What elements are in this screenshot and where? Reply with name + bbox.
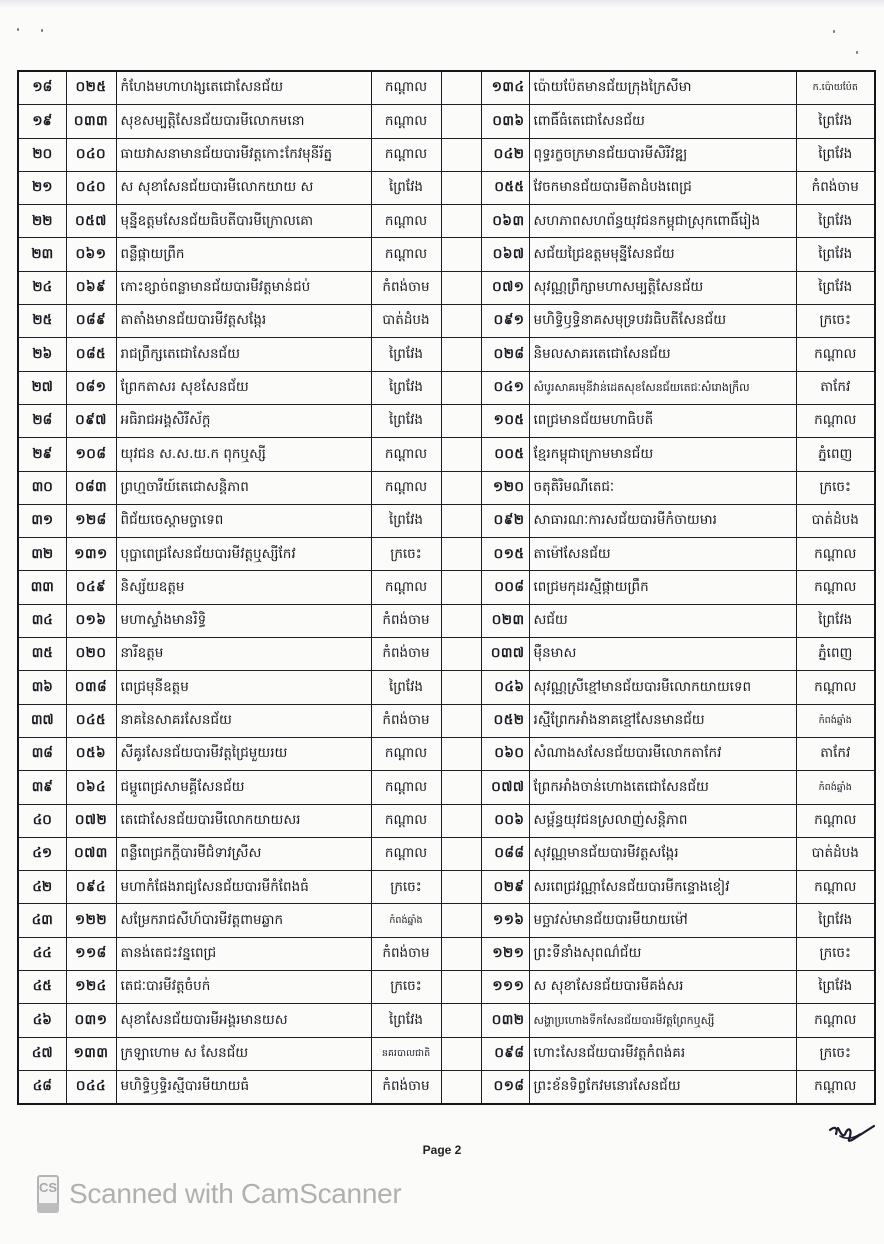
table-row bbox=[18, 271, 875, 304]
right-province-cell: ព្រៃវែង bbox=[796, 604, 875, 637]
blank-cell bbox=[441, 305, 481, 338]
blank-cell bbox=[441, 937, 481, 970]
page-number: Page 2 bbox=[422, 1143, 462, 1157]
scan-speck bbox=[856, 51, 858, 54]
left-province-cell: ព្រៃវែង bbox=[371, 338, 441, 371]
row-number: ៣៣ bbox=[18, 571, 66, 604]
row-number: ៣៥ bbox=[18, 638, 66, 671]
left-name-cell: រាជព្រឹក្សតេជោសែនជ័យ bbox=[116, 338, 371, 371]
blank-cell bbox=[441, 904, 481, 937]
blank-cell bbox=[441, 338, 481, 371]
left-province-cell: កណ្តាល bbox=[371, 138, 441, 171]
left-code-cell: ១១៨ bbox=[66, 937, 116, 970]
left-code-cell: ០៤៥ bbox=[66, 704, 116, 737]
right-province-cell: កំពង់ឆ្នាំង bbox=[796, 704, 875, 737]
blank-cell bbox=[441, 238, 481, 271]
right-name-cell: ប៉ោយប៉ែតមានជ័យក្រុងក្រៃសីមា bbox=[529, 71, 796, 105]
left-name-cell: អធិរាជអង្គសិរីស័ក្ត bbox=[116, 404, 371, 437]
left-name-cell: ធាយវាសនាមានជ័យបារមីវត្តកោះកែវមុនីរ័ត្ន bbox=[116, 138, 371, 171]
blank-cell bbox=[441, 638, 481, 671]
right-province-cell: ព្រៃវែង bbox=[796, 271, 875, 304]
table-row bbox=[18, 238, 875, 271]
right-name-cell: សុវណ្ណស្រីខ្មៅមានជ័យបារមីលោកយាយទេព bbox=[529, 671, 796, 704]
row-number: ៣៩ bbox=[18, 771, 66, 804]
left-name-cell: សុខសម្បត្តិសែនជ័យបារមីលោកមនោ bbox=[116, 105, 371, 138]
right-code-cell: ០៩១ bbox=[481, 305, 529, 338]
row-number: ៣១ bbox=[18, 504, 66, 537]
left-province-cell: កណ្តាល bbox=[371, 771, 441, 804]
right-province-cell: កណ្តាល bbox=[796, 871, 875, 904]
right-code-cell: ០៤១ bbox=[481, 371, 529, 404]
row-number: ២៨ bbox=[18, 404, 66, 437]
blank-cell bbox=[441, 171, 481, 204]
right-code-cell: ០៣៦ bbox=[481, 105, 529, 138]
left-name-cell: ព្រែកតាសរ សុខសែនជ័យ bbox=[116, 371, 371, 404]
right-code-cell: ០៦៧ bbox=[481, 238, 529, 271]
camscanner-text: Scanned with CamScanner bbox=[69, 1178, 402, 1209]
blank-cell bbox=[441, 804, 481, 837]
left-code-cell: ១០៨ bbox=[66, 438, 116, 471]
left-name-cell: តេជោសែនជ័យបារមីលោកយាយសរ bbox=[116, 804, 371, 837]
right-province-cell: ភ្នំពេញ bbox=[796, 438, 875, 471]
left-code-cell: ០៥៧ bbox=[66, 205, 116, 238]
right-province-cell: ព្រៃវែង bbox=[796, 971, 875, 1004]
left-name-cell: សុខាសែនជ័យបារមីអង្គរមានយស bbox=[116, 1004, 371, 1037]
camscanner-logo-icon bbox=[37, 1175, 59, 1213]
row-number: ៤៧ bbox=[18, 1037, 66, 1070]
left-code-cell: ០៨១ bbox=[66, 371, 116, 404]
left-province-cell: កណ្តាល bbox=[371, 837, 441, 870]
roster-table bbox=[17, 70, 876, 1105]
table-row bbox=[18, 604, 875, 637]
blank-cell bbox=[441, 138, 481, 171]
right-name-cell: ខ្មែរកម្ពុជាក្រោមមានជ័យ bbox=[529, 438, 796, 471]
left-code-cell: ១២២ bbox=[66, 904, 116, 937]
left-province-cell: កំពង់ឆ្នាំង bbox=[371, 904, 441, 937]
left-province-cell: ក្រចេះ bbox=[371, 538, 441, 571]
row-number: ៤៤ bbox=[18, 937, 66, 970]
table-row bbox=[18, 438, 875, 471]
right-code-cell: ០០៥ bbox=[481, 438, 529, 471]
right-code-cell: ១១១ bbox=[481, 971, 529, 1004]
row-number: ២៣ bbox=[18, 238, 66, 271]
table-row bbox=[18, 71, 875, 105]
left-name-cell: តានង់តេជះវន្នពេជ្រ bbox=[116, 937, 371, 970]
row-number: ២៦ bbox=[18, 338, 66, 371]
left-code-cell: ០៤០ bbox=[66, 138, 116, 171]
right-name-cell: សង្ហាប្រហោងទឹកសែនជ័យបារមីវត្តព្រែកឬស្សី bbox=[529, 1004, 796, 1037]
table-row bbox=[18, 471, 875, 504]
right-code-cell: ០០៦ bbox=[481, 804, 529, 837]
table-row bbox=[18, 404, 875, 437]
right-name-cell: ម៉ឺនមាស bbox=[529, 638, 796, 671]
table-row bbox=[18, 904, 875, 937]
left-code-cell: ១២៨ bbox=[66, 504, 116, 537]
right-name-cell: ព្រែកអាំងចាន់ហោងតេជោសែនជ័យ bbox=[529, 771, 796, 804]
right-code-cell: ០១៥ bbox=[481, 538, 529, 571]
right-code-cell: ០៩៨ bbox=[481, 1037, 529, 1070]
right-code-cell: ០២៩ bbox=[481, 871, 529, 904]
right-name-cell: ព្រះទីនាំងសុពណ៌ជ័យ bbox=[529, 937, 796, 970]
right-code-cell: ០៦០ bbox=[481, 737, 529, 770]
table-row bbox=[18, 871, 875, 904]
left-code-cell: ០៣៣ bbox=[66, 105, 116, 138]
blank-cell bbox=[441, 671, 481, 704]
left-name-cell: ជម្ពូពេជ្រសាមគ្គីសែនជ័យ bbox=[116, 771, 371, 804]
blank-cell bbox=[441, 1070, 481, 1104]
row-number: ២៥ bbox=[18, 305, 66, 338]
blank-cell bbox=[441, 1037, 481, 1070]
left-code-cell: ០៤៩ bbox=[66, 571, 116, 604]
row-number: ៤១ bbox=[18, 837, 66, 870]
table-row bbox=[18, 138, 875, 171]
right-province-cell: ព្រៃវែង bbox=[796, 105, 875, 138]
right-name-cell: សជ័យ bbox=[529, 604, 796, 637]
row-number: ២១ bbox=[18, 171, 66, 204]
left-code-cell: ១៣១ bbox=[66, 538, 116, 571]
right-name-cell: ព្រះខ័នទិព្វកែវមនោរសែនជ័យ bbox=[529, 1070, 796, 1104]
left-province-cell: ព្រៃវែង bbox=[371, 171, 441, 204]
left-name-cell: តាតាំងមានជ័យបារមីវត្តសង្កែរ bbox=[116, 305, 371, 338]
right-name-cell: សហភាពសហព័ន្ធយុវជនកម្ពុជាស្រុកពោធិ៍រៀង bbox=[529, 205, 796, 238]
right-province-cell: កណ្តាល bbox=[796, 404, 875, 437]
left-code-cell: ១៣៣ bbox=[66, 1037, 116, 1070]
left-name-cell: សីគូរសែនជ័យបារមីវត្តជ្រៃមួយរយ bbox=[116, 737, 371, 770]
row-number: ៤៨ bbox=[18, 1070, 66, 1104]
scan-speck bbox=[41, 29, 43, 32]
blank-cell bbox=[441, 1004, 481, 1037]
blank-cell bbox=[441, 971, 481, 1004]
blank-cell bbox=[441, 571, 481, 604]
table-row bbox=[18, 771, 875, 804]
row-number: ៣៧ bbox=[18, 704, 66, 737]
right-name-cell: មហិទ្ធិឫទ្ធិនាគសមុទ្របវរធិបតីសែនជ័យ bbox=[529, 305, 796, 338]
table-row bbox=[18, 1037, 875, 1070]
row-number: ២៧ bbox=[18, 371, 66, 404]
right-code-cell: ១២០ bbox=[481, 471, 529, 504]
blank-cell bbox=[441, 538, 481, 571]
blank-cell bbox=[441, 438, 481, 471]
left-name-cell: មហិទ្ធិឫទ្ធិរស្មីបារមីយាយធំ bbox=[116, 1070, 371, 1104]
table-row bbox=[18, 1070, 875, 1104]
right-province-cell: បាត់ដំបង bbox=[796, 837, 875, 870]
row-number: ៣២ bbox=[18, 538, 66, 571]
right-code-cell: ០៦៣ bbox=[481, 205, 529, 238]
left-code-cell: ០៨៥ bbox=[66, 338, 116, 371]
right-code-cell: ០៨៨ bbox=[481, 837, 529, 870]
right-province-cell: ក.ប៉ោយប៉ែត bbox=[796, 71, 875, 105]
left-name-cell: នារីឧត្តម bbox=[116, 638, 371, 671]
left-name-cell: សម្រែករាជសីហ៍បារមីវត្តពាមឆ្លាក bbox=[116, 904, 371, 937]
table-row bbox=[18, 937, 875, 970]
left-province-cell: បាត់ដំបង bbox=[371, 305, 441, 338]
left-name-cell: ពិជ័យចេស្តាមច្ចាទេព bbox=[116, 504, 371, 537]
table-row bbox=[18, 837, 875, 870]
right-name-cell: រស្មីព្រែកអាំងនាគខ្មៅសែនមានជ័យ bbox=[529, 704, 796, 737]
right-name-cell: សជ័យជ្រៃឧត្តមមុន្នីសែនជ័យ bbox=[529, 238, 796, 271]
blank-cell bbox=[441, 371, 481, 404]
left-name-cell: ស សុខាសែនជ័យបារមីលោកយាយ ស bbox=[116, 171, 371, 204]
row-number: ២៤ bbox=[18, 271, 66, 304]
left-province-cell: កំពង់ចាម bbox=[371, 937, 441, 970]
table-row bbox=[18, 504, 875, 537]
table-row bbox=[18, 338, 875, 371]
right-name-cell: ស សុខាសែនជ័យបារមីគង់សរ bbox=[529, 971, 796, 1004]
left-province-cell: កំពង់ចាម bbox=[371, 1070, 441, 1104]
left-name-cell: នាគនៃសាគរសែនជ័យ bbox=[116, 704, 371, 737]
left-name-cell: ពន្លឺផ្កាយព្រឹក bbox=[116, 238, 371, 271]
right-province-cell: កណ្តាល bbox=[796, 671, 875, 704]
table-row bbox=[18, 205, 875, 238]
right-province-cell: តាកែវ bbox=[796, 737, 875, 770]
left-province-cell: កណ្តាល bbox=[371, 105, 441, 138]
left-name-cell: ក្រឡាហោម ស សែនជ័យ bbox=[116, 1037, 371, 1070]
row-number: ២០ bbox=[18, 138, 66, 171]
right-province-cell: កណ្តាល bbox=[796, 1004, 875, 1037]
right-name-cell: ពោធិ៍ធំតេជោសែនជ័យ bbox=[529, 105, 796, 138]
right-province-cell: ក្រចេះ bbox=[796, 1037, 875, 1070]
left-code-cell: ០៦១ bbox=[66, 238, 116, 271]
right-province-cell: ក្រចេះ bbox=[796, 305, 875, 338]
right-code-cell: ១៣៤ bbox=[481, 71, 529, 105]
right-province-cell: ព្រៃវែង bbox=[796, 238, 875, 271]
row-number: ៤២ bbox=[18, 871, 66, 904]
table-row bbox=[18, 171, 875, 204]
row-number: ៣០ bbox=[18, 471, 66, 504]
left-code-cell: ០១៦ bbox=[66, 604, 116, 637]
left-code-cell: ០៨៩ bbox=[66, 305, 116, 338]
left-code-cell: ០៣១ bbox=[66, 1004, 116, 1037]
left-name-cell: កោះខ្សាច់ពន្លាមានជ័យបារមីវត្តមាន់ជប់ bbox=[116, 271, 371, 304]
right-name-cell: ពេជ្រមកុដរស្មីផ្កាយព្រឹក bbox=[529, 571, 796, 604]
row-number: ៣៤ bbox=[18, 604, 66, 637]
scan-edge-shadow bbox=[0, 0, 884, 8]
right-province-cell: បាត់ដំបង bbox=[796, 504, 875, 537]
blank-cell bbox=[441, 504, 481, 537]
left-code-cell: ០៧២ bbox=[66, 804, 116, 837]
right-code-cell: ០១៨ bbox=[481, 1070, 529, 1104]
scan-speck bbox=[17, 28, 19, 31]
right-province-cell: កណ្តាល bbox=[796, 538, 875, 571]
left-province-cell: កណ្តាល bbox=[371, 238, 441, 271]
table-row bbox=[18, 971, 875, 1004]
right-name-cell: ពុទ្ធរក្ខចក្រមានជ័យបារមីសិរីវឌ្ឍ bbox=[529, 138, 796, 171]
left-province-cell: ព្រៃវែង bbox=[371, 404, 441, 437]
right-code-cell: ០២៣ bbox=[481, 604, 529, 637]
left-province-cell: ព្រៃវែង bbox=[371, 371, 441, 404]
left-code-cell: ១២៤ bbox=[66, 971, 116, 1004]
right-code-cell: ០៣៧ bbox=[481, 638, 529, 671]
table-row bbox=[18, 305, 875, 338]
left-name-cell: យុវជន ស.ស.យ.ក ពុកឬស្សី bbox=[116, 438, 371, 471]
left-code-cell: ០៨៣ bbox=[66, 471, 116, 504]
blank-cell bbox=[441, 604, 481, 637]
row-number: ១៨ bbox=[18, 71, 66, 105]
right-code-cell: ០០៨ bbox=[481, 571, 529, 604]
right-code-cell: ០៩២ bbox=[481, 504, 529, 537]
right-name-cell: សម្ព័ន្ធយុវជនស្រលាញ់សន្តិភាព bbox=[529, 804, 796, 837]
left-name-cell: ពេជ្រមុនីឧត្តម bbox=[116, 671, 371, 704]
left-code-cell: ០២៥ bbox=[66, 71, 116, 105]
left-province-cell: កណ្តាល bbox=[371, 804, 441, 837]
left-code-cell: ០៣៨ bbox=[66, 671, 116, 704]
left-code-cell: ០៦៩ bbox=[66, 271, 116, 304]
left-province-cell: នគរបាលជាតិ bbox=[371, 1037, 441, 1070]
right-name-cell: សុវណ្ណមានជ័យបារមីវត្តសង្កែរ bbox=[529, 837, 796, 870]
right-province-cell: តាកែវ bbox=[796, 371, 875, 404]
right-code-cell: ០៥៥ bbox=[481, 171, 529, 204]
table-row bbox=[18, 638, 875, 671]
blank-cell bbox=[441, 871, 481, 904]
left-name-cell: មហាកំផែងរាជ្យសែនជ័យបារមីកំពែងធំ bbox=[116, 871, 371, 904]
blank-cell bbox=[441, 205, 481, 238]
right-name-cell: សុវណ្ណព្រឹក្សាមហាសម្បត្តិសែនជ័យ bbox=[529, 271, 796, 304]
row-number: ៤០ bbox=[18, 804, 66, 837]
right-province-cell: កណ្តាល bbox=[796, 1070, 875, 1104]
table-row bbox=[18, 737, 875, 770]
row-number: ២៩ bbox=[18, 438, 66, 471]
row-number: ៣៦ bbox=[18, 671, 66, 704]
right-code-cell: ០៥២ bbox=[481, 704, 529, 737]
left-name-cell: តេជៈបារមីវត្តចំបក់ bbox=[116, 971, 371, 1004]
right-name-cell: សរពេជ្រវណ្ណាសែនជ័យបារមីកន្ទោងខៀវ bbox=[529, 871, 796, 904]
table-row bbox=[18, 704, 875, 737]
blank-cell bbox=[441, 71, 481, 105]
row-number: ៤៦ bbox=[18, 1004, 66, 1037]
right-province-cell: ក្រចេះ bbox=[796, 471, 875, 504]
left-province-cell: ក្រចេះ bbox=[371, 871, 441, 904]
left-province-cell: កណ្តាល bbox=[371, 737, 441, 770]
table-row bbox=[18, 571, 875, 604]
left-code-cell: ០៤០ bbox=[66, 171, 116, 204]
left-code-cell: ០៧៣ bbox=[66, 837, 116, 870]
row-number: ៤៣ bbox=[18, 904, 66, 937]
right-province-cell: កំពង់ឆ្នាំង bbox=[796, 771, 875, 804]
table-row bbox=[18, 538, 875, 571]
left-name-cell: បុប្ផាពេជ្រសែនជ័យបារមីវត្តឬស្សីកែវ bbox=[116, 538, 371, 571]
blank-cell bbox=[441, 404, 481, 437]
left-province-cell: កណ្តាល bbox=[371, 571, 441, 604]
blank-cell bbox=[441, 271, 481, 304]
right-name-cell: មច្ឆាវស់មានជ័យបារមីយាយម៉ៅ bbox=[529, 904, 796, 937]
table-row bbox=[18, 105, 875, 138]
right-province-cell: កំពង់ចាម bbox=[796, 171, 875, 204]
right-code-cell: ១២១ bbox=[481, 937, 529, 970]
right-code-cell: ០៤២ bbox=[481, 138, 529, 171]
row-number: ៤៥ bbox=[18, 971, 66, 1004]
table-row bbox=[18, 804, 875, 837]
left-code-cell: ០៤៤ bbox=[66, 1070, 116, 1104]
right-code-cell: ០៤៦ bbox=[481, 671, 529, 704]
right-province-cell: កណ្តាល bbox=[796, 338, 875, 371]
table-row bbox=[18, 671, 875, 704]
left-province-cell: ព្រៃវែង bbox=[371, 671, 441, 704]
right-name-cell: ពេជ្រមានជ័យមហាធិបតី bbox=[529, 404, 796, 437]
right-code-cell: ០២៨ bbox=[481, 338, 529, 371]
right-code-cell: ០៧៧ bbox=[481, 771, 529, 804]
left-name-cell: មហាស្ទាំងមានរិទ្ធិ bbox=[116, 604, 371, 637]
right-name-cell: តាម៉ៅសែនជ័យ bbox=[529, 538, 796, 571]
left-name-cell: ពន្លឺពេជ្រកក្តីបារមីជំទាវស្រីស bbox=[116, 837, 371, 870]
right-name-cell: និមលសាគរតេជោសែនជ័យ bbox=[529, 338, 796, 371]
right-code-cell: ០៧១ bbox=[481, 271, 529, 304]
left-province-cell: កំពង់ចាម bbox=[371, 704, 441, 737]
right-name-cell: សំបូរសាគរមុនីវាន់ដេតសុខសែនជ័យតេជៈសំរោងក្រឹល bbox=[529, 371, 796, 404]
roster-body bbox=[18, 71, 875, 1104]
scan-speck bbox=[833, 30, 835, 33]
camscanner-watermark bbox=[37, 1175, 401, 1213]
left-code-cell: ០៩៧ bbox=[66, 404, 116, 437]
right-name-cell: ចតុតិរិមណីតេជៈ bbox=[529, 471, 796, 504]
left-province-cell: កំពង់ចាម bbox=[371, 638, 441, 671]
left-province-cell: កណ្តាល bbox=[371, 205, 441, 238]
left-name-cell: ព្រហ្មចារីយ៍តេជោសន្តិភាព bbox=[116, 471, 371, 504]
blank-cell bbox=[441, 737, 481, 770]
left-province-cell: កណ្តាល bbox=[371, 71, 441, 105]
left-name-cell: កំហែងមហាហង្សតេជោសែនជ័យ bbox=[116, 71, 371, 105]
right-name-cell: សាធារណៈការសជ័យបារមីកំចាយមារ bbox=[529, 504, 796, 537]
right-name-cell: សំណាងសសែនជ័យបារមីលោកតាកែវ bbox=[529, 737, 796, 770]
right-province-cell: ព្រៃវែង bbox=[796, 138, 875, 171]
blank-cell bbox=[441, 837, 481, 870]
table-row bbox=[18, 1004, 875, 1037]
left-code-cell: ០៦៤ bbox=[66, 771, 116, 804]
right-code-cell: ០៣២ bbox=[481, 1004, 529, 1037]
left-code-cell: ០២០ bbox=[66, 638, 116, 671]
row-number: ២២ bbox=[18, 205, 66, 238]
right-name-cell: ហោះសែនជ័យបារមីវត្តកំពង់គរ bbox=[529, 1037, 796, 1070]
right-province-cell: ព្រៃវែង bbox=[796, 904, 875, 937]
blank-cell bbox=[441, 105, 481, 138]
blank-cell bbox=[441, 704, 481, 737]
left-province-cell: កណ្តាល bbox=[371, 438, 441, 471]
right-province-cell: ព្រៃវែង bbox=[796, 205, 875, 238]
blank-cell bbox=[441, 771, 481, 804]
left-province-cell: កំពង់ចាម bbox=[371, 604, 441, 637]
right-province-cell: ក្រចេះ bbox=[796, 937, 875, 970]
left-code-cell: ០៥៦ bbox=[66, 737, 116, 770]
left-province-cell: ក្រចេះ bbox=[371, 971, 441, 1004]
blank-cell bbox=[441, 471, 481, 504]
right-province-cell: កណ្តាល bbox=[796, 571, 875, 604]
row-number: ១៩ bbox=[18, 105, 66, 138]
right-province-cell: កណ្តាល bbox=[796, 804, 875, 837]
left-code-cell: ០៩៤ bbox=[66, 871, 116, 904]
right-code-cell: ១០៥ bbox=[481, 404, 529, 437]
left-province-cell: ព្រៃវែង bbox=[371, 1004, 441, 1037]
left-province-cell: កំពង់ចាម bbox=[371, 271, 441, 304]
left-province-cell: ព្រៃវែង bbox=[371, 504, 441, 537]
camscanner-logo-text: CS bbox=[38, 1180, 58, 1195]
table-row bbox=[18, 371, 875, 404]
row-number: ៣៨ bbox=[18, 737, 66, 770]
left-name-cell: និស្ស័យឧត្តម bbox=[116, 571, 371, 604]
right-name-cell: វែចកមានជ័យបារមីតាដំបងពេជ្រ bbox=[529, 171, 796, 204]
right-province-cell: ភ្នំពេញ bbox=[796, 638, 875, 671]
left-name-cell: មុន្នីឧត្តមសែនជ័យធិបតីបារមីក្រោលគោ bbox=[116, 205, 371, 238]
left-province-cell: កណ្តាល bbox=[371, 471, 441, 504]
right-code-cell: ១១៦ bbox=[481, 904, 529, 937]
